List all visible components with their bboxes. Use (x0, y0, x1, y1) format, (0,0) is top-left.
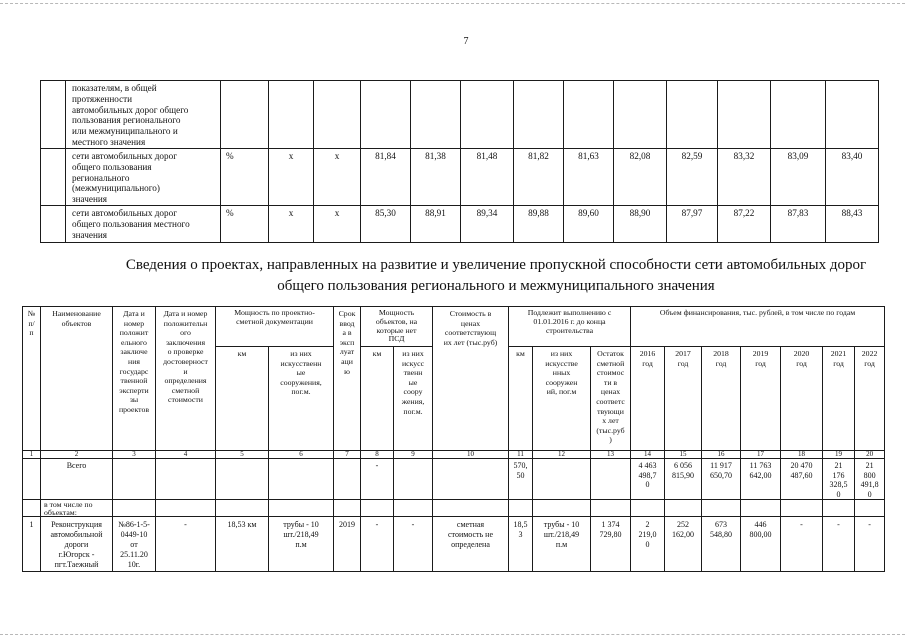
indicator-value: 89,34 (461, 205, 514, 242)
column-number: 18 (781, 451, 823, 459)
indicator-value: 81,84 (361, 149, 411, 206)
column-number: 12 (533, 451, 591, 459)
empty-cell (514, 81, 564, 149)
object-remaining-cost: 1 374 729,80 (591, 517, 631, 572)
object-num: 1 (23, 517, 41, 572)
total-row-c17: 11 763 642,00 (741, 459, 781, 500)
empty-cell (667, 81, 718, 149)
row-marker-cell (41, 81, 66, 149)
total-row-c15: 6 056 815,90 (665, 459, 702, 500)
object-financing-2022: - (855, 517, 885, 572)
empty-cell (269, 81, 314, 149)
total-row-c19: 21 176 328,5 0 (823, 459, 855, 500)
empty-cell (826, 81, 879, 149)
empty-cell (564, 81, 614, 149)
row-marker-cell (41, 205, 66, 242)
indicator-row (41, 149, 879, 206)
column-number: 6 (269, 451, 334, 459)
empty-cell (509, 500, 533, 517)
indicator-value: 89,88 (514, 205, 564, 242)
empty-cell (361, 500, 394, 517)
section-heading (90, 255, 902, 297)
indicator-row (41, 205, 879, 242)
empty-cell (314, 81, 361, 149)
object-row (23, 517, 885, 572)
header-remaining-cost: Остаток сметной стоимос ти в ценах соответс твующи х лет (тыс.руб ) (591, 347, 631, 451)
empty-cell (718, 81, 771, 149)
total-row-c18: 20 470 487,60 (781, 459, 823, 500)
object-expertise: №86-1-5- 0449-10 от 25.11.20 10г. (113, 517, 156, 572)
total-row-c4 (156, 459, 216, 500)
indicator-value: 83,32 (718, 149, 771, 206)
indicator-unit: % (221, 149, 269, 206)
total-row-label: Всего (41, 459, 113, 500)
indicator-value: 81,38 (411, 149, 461, 206)
total-row-c5 (216, 459, 269, 500)
indicator-value: 88,90 (614, 205, 667, 242)
indicators-table (40, 80, 879, 243)
indicator-label: показателям, в общей протяженности автомобильных дорог общего пользования регионального или межмуниципального и местного значения (66, 81, 221, 149)
object-capacity-km: 18,53 км (216, 517, 269, 572)
indicator-c4: x (314, 205, 361, 242)
header-row-groups (23, 307, 885, 347)
header-capacity-no-psd-structures: из них искусс твенн ые соору жения, пог.м. (394, 347, 433, 451)
total-row-c8: - (361, 459, 394, 500)
total-row-c13 (591, 459, 631, 500)
indicator-value: 81,82 (514, 149, 564, 206)
column-number: 19 (823, 451, 855, 459)
indicator-value: 81,48 (461, 149, 514, 206)
header-remaining-structures: из них искусстве нных сооружен ий, пог.м (533, 347, 591, 451)
indicator-label: сети автомобильных дорог общего пользования местного значения (66, 205, 221, 242)
object-financing-2018: 673 548,80 (702, 517, 741, 572)
total-row-c6 (269, 459, 334, 500)
indicator-value: 88,91 (411, 205, 461, 242)
total-row-c3 (113, 459, 156, 500)
header-remaining-km: км (509, 347, 533, 451)
object-financing-2020: - (781, 517, 823, 572)
indicator-value: 81,63 (564, 149, 614, 206)
object-cost-check: - (156, 517, 216, 572)
empty-cell (411, 81, 461, 149)
column-number: 8 (361, 451, 394, 459)
empty-cell (23, 500, 41, 517)
header-capacity-no-psd-km: км (361, 347, 394, 451)
indicator-value: 87,22 (718, 205, 771, 242)
header-capacity-psd-km: км (216, 347, 269, 451)
column-number: 13 (591, 451, 631, 459)
column-number: 10 (433, 451, 509, 459)
column-number: 1 (23, 451, 41, 459)
total-row (23, 459, 885, 500)
column-number: 3 (113, 451, 156, 459)
total-row-c12 (533, 459, 591, 500)
column-number: 16 (702, 451, 741, 459)
indicator-unit: % (221, 205, 269, 242)
object-financing-2021: - (823, 517, 855, 572)
header-num: № п/ п (23, 307, 41, 451)
empty-cell (591, 500, 631, 517)
object-financing-2016: 2 219,0 0 (631, 517, 665, 572)
indicator-value: 87,97 (667, 205, 718, 242)
object-commissioning: 2019 (334, 517, 361, 572)
indicator-c3: x (269, 205, 314, 242)
empty-cell (771, 81, 826, 149)
header-cost: Стоимость в ценах соответствующ их лет (тыс.руб) (433, 307, 509, 451)
empty-cell (631, 500, 665, 517)
object-remaining-structures: трубы - 10 шт./218,49 п.м (533, 517, 591, 572)
projects-table (22, 306, 885, 572)
indicator-value: 82,08 (614, 149, 667, 206)
empty-cell (823, 500, 855, 517)
subtotal-label: в том числе по объектам: (41, 500, 113, 517)
row-marker-cell (41, 149, 66, 206)
column-number: 14 (631, 451, 665, 459)
header-financing: Объем финансирования, тыс. рублей, в том числе по годам (631, 307, 885, 347)
column-number: 5 (216, 451, 269, 459)
indicator-c3: x (269, 149, 314, 206)
scan-edge-top (0, 3, 905, 4)
section-heading-line-2: общего пользования регионального и межмуниципального значения (277, 278, 715, 294)
header-expertise: Дата и номер положит ельного заключе ния государс твенной эксперти зы проектов (113, 307, 156, 451)
header-year-2018: 2018 год (702, 347, 741, 451)
empty-cell (361, 81, 411, 149)
empty-cell (269, 500, 334, 517)
indicator-value: 89,60 (564, 205, 614, 242)
empty-cell (433, 500, 509, 517)
column-number: 7 (334, 451, 361, 459)
empty-cell (156, 500, 216, 517)
total-row-c7 (334, 459, 361, 500)
header-capacity-no-psd: Мощность объектов, на которые нет ПСД (361, 307, 433, 347)
header-remaining: Подлежит выполнению с 01.01.2016 г. до конца строительства (509, 307, 631, 347)
scan-edge-bottom (0, 634, 905, 635)
header-cost-check: Дата и номер положительн ого заключения о проверке достоверност и определения сметной стоимости (156, 307, 216, 451)
total-row-c11: 570, 50 (509, 459, 533, 500)
indicator-value: 87,83 (771, 205, 826, 242)
column-number: 17 (741, 451, 781, 459)
empty-cell (533, 500, 591, 517)
header-capacity-psd: Мощность по проектно- сметной документации (216, 307, 334, 347)
empty-cell (665, 500, 702, 517)
subtotal-row (23, 500, 885, 517)
total-row-c20: 21 800 491,8 0 (855, 459, 885, 500)
total-row-c9 (394, 459, 433, 500)
column-number: 20 (855, 451, 885, 459)
object-remaining-km: 18,5 3 (509, 517, 533, 572)
column-number: 2 (41, 451, 113, 459)
page-number: 7 (463, 36, 469, 47)
header-object-name: Наименование объектов (41, 307, 113, 451)
total-row-c10 (433, 459, 509, 500)
section-heading-line-1: Сведения о проектах, направленных на развитие и увеличение пропускной способности сети автомобильных дорог (125, 257, 867, 273)
object-cost: сметная стоимость не определена (433, 517, 509, 572)
empty-cell (461, 81, 514, 149)
column-number: 9 (394, 451, 433, 459)
header-year-2021: 2021 год (823, 347, 855, 451)
total-row-c14: 4 463 498,7 0 (631, 459, 665, 500)
header-capacity-psd-structures: из них искусственн ые сооружения, пог.м. (269, 347, 334, 451)
column-number: 15 (665, 451, 702, 459)
empty-cell (614, 81, 667, 149)
indicator-row (41, 81, 879, 149)
indicator-label: сети автомобильных дорог общего пользования регионального (межмуниципального) значения (66, 149, 221, 206)
object-financing-2017: 252 162,00 (665, 517, 702, 572)
empty-cell (113, 500, 156, 517)
empty-cell (394, 500, 433, 517)
indicator-c4: x (314, 149, 361, 206)
indicator-value: 83,40 (826, 149, 879, 206)
indicator-value: 85,30 (361, 205, 411, 242)
header-commissioning: Срок ввод а в эксп луат аци ю (334, 307, 361, 451)
object-no-psd-km: - (361, 517, 394, 572)
indicator-value: 83,09 (771, 149, 826, 206)
empty-cell (221, 81, 269, 149)
header-year-2020: 2020 год (781, 347, 823, 451)
empty-cell (702, 500, 741, 517)
empty-cell (741, 500, 781, 517)
object-no-psd-structures: - (394, 517, 433, 572)
header-year-2016: 2016 год (631, 347, 665, 451)
column-number: 4 (156, 451, 216, 459)
empty-cell (216, 500, 269, 517)
header-year-2019: 2019 год (741, 347, 781, 451)
object-name: Реконструкция автомобильной дороги г.Югорск - пгт.Таежный (41, 517, 113, 572)
total-row-c1 (23, 459, 41, 500)
total-row-c16: 11 917 650,70 (702, 459, 741, 500)
empty-cell (334, 500, 361, 517)
indicator-value: 82,59 (667, 149, 718, 206)
indicator-value: 88,43 (826, 205, 879, 242)
object-financing-2019: 446 800,00 (741, 517, 781, 572)
empty-cell (781, 500, 823, 517)
column-number: 11 (509, 451, 533, 459)
column-numbers-row (23, 451, 885, 459)
object-capacity-structures: трубы - 10 шт./218,49 п.м (269, 517, 334, 572)
empty-cell (855, 500, 885, 517)
header-year-2022: 2022 год (855, 347, 885, 451)
header-year-2017: 2017 год (665, 347, 702, 451)
